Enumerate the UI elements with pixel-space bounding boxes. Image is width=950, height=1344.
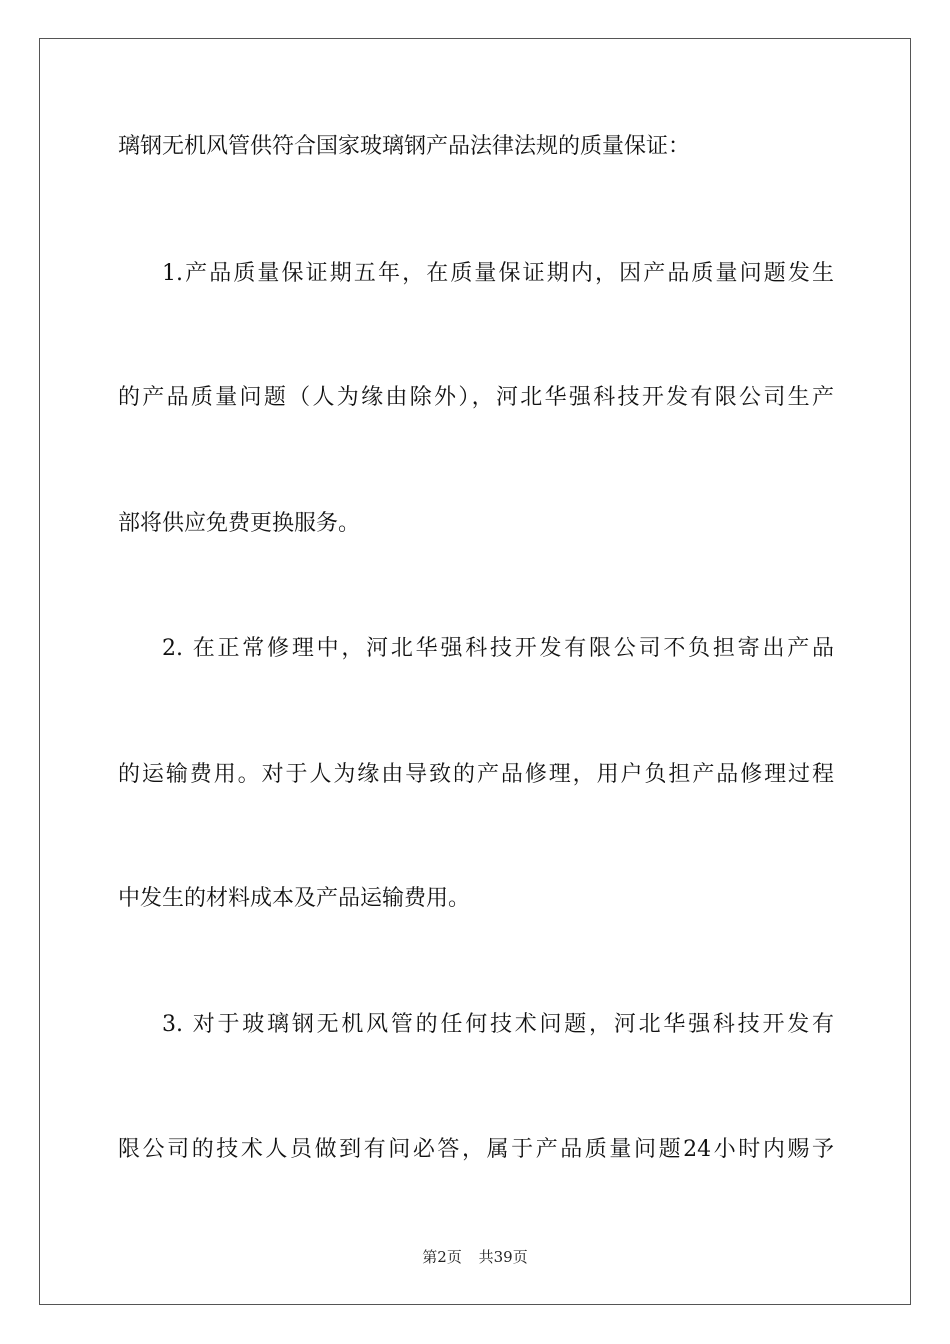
paragraph-line: 限公司的技术人员做到有问必答，属于产品质量问题24小时内赐予: [118, 1137, 834, 1162]
page-border: [39, 38, 911, 1305]
paragraph-line: 2. 在正常修理中，河北华强科技开发有限公司不负担寄出产品: [162, 636, 834, 661]
page-total: 共39页: [478, 1248, 528, 1266]
paragraph-line: 璃钢无机风管供符合国家玻璃钢产品法律法规的质量保证：: [118, 134, 691, 159]
paragraph-line: 的运输费用。对于人为缘由导致的产品修理，用户负担产品修理过程: [118, 762, 834, 787]
paragraph-line: 中发生的材料成本及产品运输费用。: [118, 886, 471, 911]
paragraph-line: 1.产品质量保证期五年，在质量保证期内，因产品质量问题发生: [162, 261, 834, 286]
page-number: 第2页: [422, 1248, 462, 1266]
paragraph-line: 部将供应免费更换服务。: [118, 511, 361, 536]
paragraph-line: 3. 对于玻璃钢无机风管的任何技术问题，河北华强科技开发有: [162, 1012, 834, 1037]
page-footer: [0, 1247, 950, 1267]
paragraph-line: 的产品质量问题（人为缘由除外），河北华强科技开发有限公司生产: [118, 385, 834, 410]
